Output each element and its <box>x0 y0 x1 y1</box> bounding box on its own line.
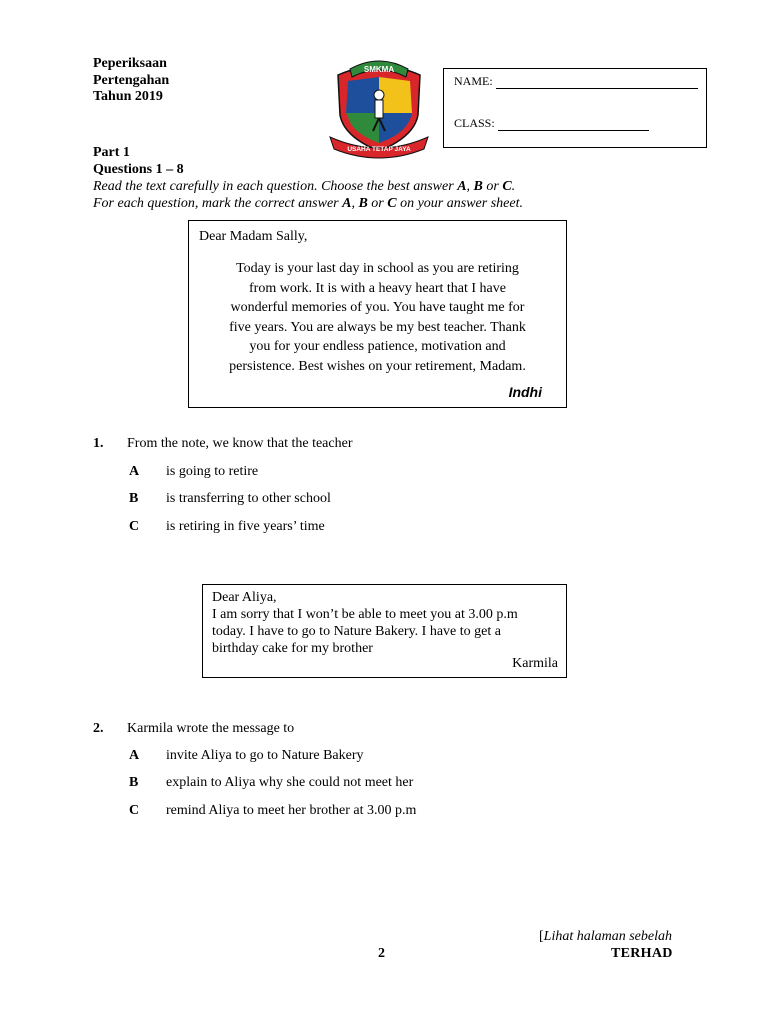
question-1-number: 1. <box>93 436 104 451</box>
classification-label: TERHAD <box>611 946 673 961</box>
q1-option-c-text[interactable]: is retiring in five years’ time <box>166 519 325 534</box>
note1-line: from work. It is with a heavy heart that I have <box>249 280 506 296</box>
part-heading: Part 1 <box>93 145 130 160</box>
q1-option-c-letter[interactable]: C <box>129 519 140 534</box>
note2-line: I am sorry that I won’t be able to meet you at 3.00 p.m <box>212 607 518 622</box>
questions-range: Questions 1 – 8 <box>93 162 184 177</box>
q2-option-c-text[interactable]: remind Aliya to meet her brother at 3.00 p.m <box>166 803 417 818</box>
q1-option-a-letter[interactable]: A <box>129 464 140 479</box>
question-2-number: 2. <box>93 721 104 736</box>
q2-option-a-text[interactable]: invite Aliya to go to Nature Bakery <box>166 748 364 763</box>
q1-option-b-text[interactable]: is transferring to other school <box>166 491 331 506</box>
q2-option-b-letter[interactable]: B <box>129 775 139 790</box>
exam-title-line1: Peperiksaan <box>93 56 167 71</box>
student-info-box <box>443 68 707 148</box>
instruction-line-1: Read the text carefully in each question. Choose the best answer A, B or C. <box>93 179 516 194</box>
name-label: NAME: <box>454 74 493 88</box>
note1-greeting: Dear Madam Sally, <box>199 229 308 244</box>
bracket: [ <box>539 929 544 944</box>
q2-option-b-text[interactable]: explain to Aliya why she could not meet her <box>166 775 414 790</box>
note2-line: today. I have to go to Nature Bakery. I have to get a <box>212 624 501 639</box>
question-1-text: From the note, we know that the teacher <box>127 436 353 451</box>
note-box-1 <box>188 220 567 408</box>
question-2-text: Karmila wrote the message to <box>127 721 295 736</box>
exam-title-line3: Tahun 2019 <box>93 89 163 104</box>
q1-option-b-letter[interactable]: B <box>129 491 139 506</box>
exam-title-line2: Pertengahan <box>93 72 170 88</box>
note-box-2 <box>202 584 567 678</box>
svg-text:USAHA TETAP JAYA: USAHA TETAP JAYA <box>347 146 411 153</box>
class-input-line[interactable] <box>498 118 649 131</box>
note2-line: Dear Aliya, <box>212 590 277 605</box>
name-field[interactable] <box>454 74 698 89</box>
note1-line: Today is your last day in school as you are retiring <box>236 261 519 276</box>
name-input-line[interactable] <box>496 76 698 89</box>
note2-line: birthday cake for my brother <box>212 641 373 656</box>
note1-body <box>203 259 552 376</box>
q2-option-c-letter[interactable]: C <box>129 803 140 818</box>
note1-line: five years. You are always be my best teacher. Thank <box>229 319 526 335</box>
q2-option-a-letter[interactable]: A <box>129 748 140 763</box>
instruction-line-2: For each question, mark the correct answer A, B or C on your answer sheet. <box>93 196 523 211</box>
svg-text:SMKMA: SMKMA <box>363 65 395 74</box>
q1-option-a-text[interactable]: is going to retire <box>166 464 259 479</box>
next-page-note <box>539 929 672 945</box>
page-number: 2 <box>378 946 385 961</box>
instructions <box>93 144 523 212</box>
note1-signature: Indhi <box>508 384 542 400</box>
next-page-text: Lihat halaman sebelah <box>543 929 673 944</box>
class-field[interactable] <box>454 116 649 131</box>
exam-title <box>93 56 169 106</box>
note1-line: persistence. Best wishes on your retirement, Madam. <box>229 358 526 374</box>
note1-line: you for your endless patience, motivation and <box>249 339 506 354</box>
note1-line: wonderful memories of you. You have taught me for <box>230 300 525 315</box>
class-label: CLASS: <box>454 116 495 130</box>
note2-signature: Karmila <box>512 656 558 671</box>
note2-body <box>212 589 557 657</box>
